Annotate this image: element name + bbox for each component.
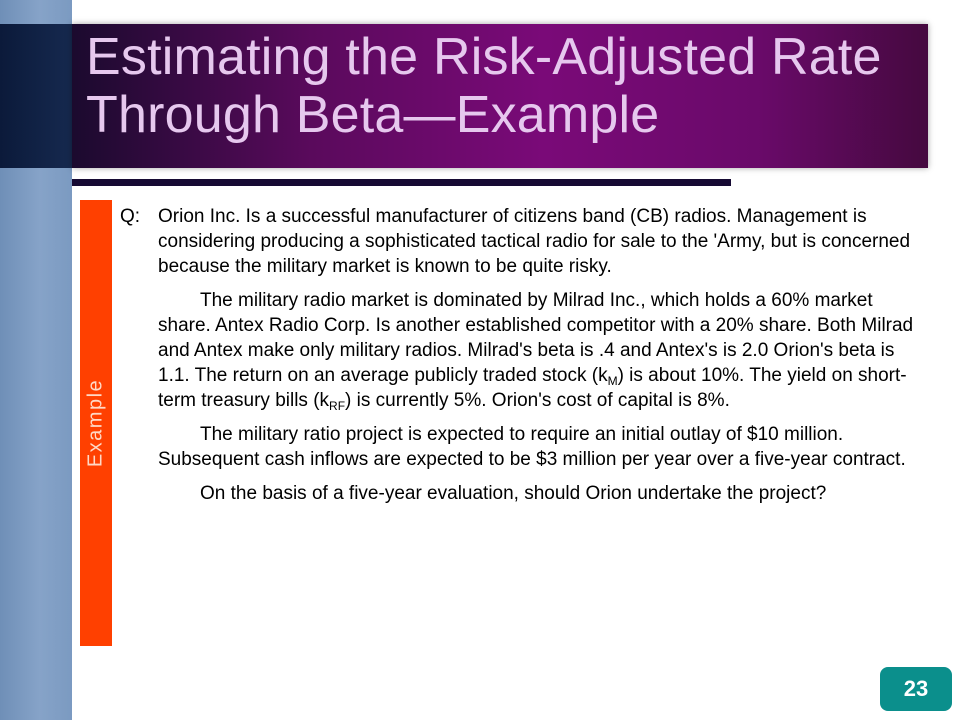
slide-title: Estimating the Risk-Adjusted Rate Through Beta—Example	[86, 28, 882, 144]
paragraph-2-text-c: ) is currently 5%. Orion's cost of capital is 8%.	[345, 390, 730, 411]
paragraph-2-text-a: The military radio market is dominated by Milrad Inc., which holds a 60% market share. Antex Radio Corp. Is another established competitor with a 20% share. Both Milrad and Antex make only military radios. Milrad's beta is .4 and Antex's is 2.0 Orion's beta is 1.1. The return on an average publicly traded stock (k	[158, 290, 914, 386]
paragraph-2-text-b: ) is about 10%. The yield on short-term treasury bills (k	[158, 365, 907, 411]
question-content	[120, 204, 920, 515]
paragraph-2	[120, 288, 920, 413]
example-side-tab-label: Example	[84, 378, 107, 468]
page-number-badge: 23	[880, 667, 952, 711]
k-m-subscript: M	[607, 374, 618, 388]
paragraph-3	[120, 422, 920, 472]
title-underline	[72, 179, 731, 186]
example-side-tab	[80, 200, 112, 646]
paragraph-4	[120, 481, 920, 506]
paragraph-1	[120, 204, 920, 279]
paragraph-1-text: Orion Inc. Is a successful manufacturer of citizens band (CB) radios. Management is considering producing a sophisticated tactical radio for sale to the 'Army, but is concerned because the military market is known to be quite risky.	[158, 206, 911, 277]
q-label: Q:	[120, 206, 141, 227]
paragraph-4-text: On the basis of a five-year evaluation, should Orion undertake the project?	[200, 483, 827, 504]
k-rf-subscript: RF	[329, 399, 346, 413]
paragraph-3-text: The military ratio project is expected to require an initial outlay of $10 million. Subsequent cash inflows are expected to be $3 million per year over a five-year contract.	[158, 424, 906, 470]
title-band-left-stub	[0, 24, 72, 168]
